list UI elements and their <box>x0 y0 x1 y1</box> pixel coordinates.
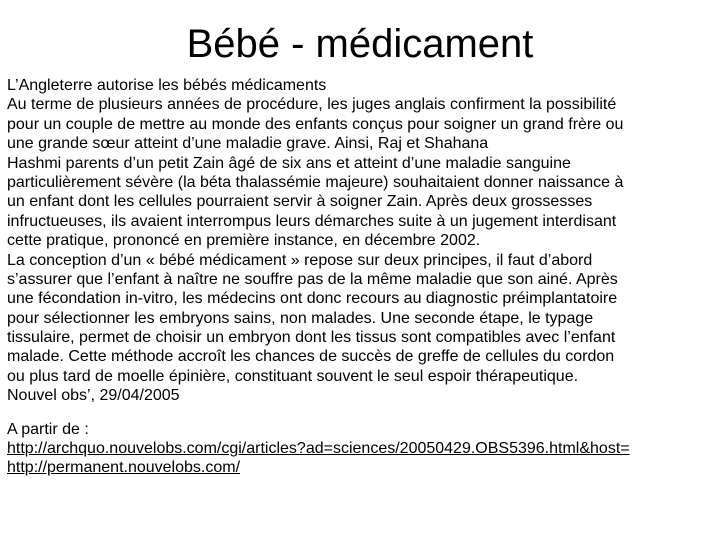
slide-title: Bébé - médicament <box>186 22 534 66</box>
article-line: une grande sœur atteint d’une maladie grave. Ainsi, Raj et Shahana <box>7 135 489 153</box>
article-line: La conception d’un « bébé médicament » repose sur deux principes, il faut d’abord <box>7 251 593 269</box>
article-line: une fécondation in-vitro, les médecins ont donc recours au diagnostic préimplantatoire <box>7 290 618 308</box>
article-line: malade. Cette méthode accroît les chances de succès de greffe de cellules du cordon <box>7 348 615 366</box>
source-link-continued[interactable]: http://permanent.nouvelobs.com/ <box>7 459 241 477</box>
article-line: tissulaire, permet de choisir un embryon dont les tissus sont compatibles avec l’enfant <box>7 329 616 347</box>
source-link[interactable]: http://archquo.nouvelobs.com/cgi/articles?ad=sciences/20050429.OBS5396.html&host= <box>7 440 630 458</box>
article-line: infructueuses, ils avaient interrompus leurs démarches suite à un jugement interdisant <box>7 212 617 230</box>
article-line: Au terme de plusieurs années de procédure, les juges anglais confirment la possibilité <box>7 96 617 114</box>
article-citation: Nouvel obs’, 29/04/2005 <box>7 387 180 405</box>
article-line: particulièrement sévère (la béta thalassémie majeure) souhaitaient donner naissance à <box>7 173 624 191</box>
article-line: cette pratique, prononcé en première instance, en décembre 2002. <box>7 232 481 250</box>
article-line: s’assurer que l’enfant à naître ne souffre pas de la même maladie que son ainé. Après <box>7 270 618 288</box>
article-headline: L’Angleterre autorise les bébés médicaments <box>7 77 327 94</box>
article-line: un enfant dont les cellules pourraient servir à soigner Zain. Après deux grossesses <box>7 193 593 211</box>
article-line: Hashmi parents d’un petit Zain âgé de six ans et atteint d’une maladie sanguine <box>7 154 571 172</box>
article-line: pour un couple de mettre au monde des enfants conçus pour soigner un grand frère ou <box>7 115 624 133</box>
article-line: ou plus tard de moelle épinière, constituant souvent le seul espoir thérapeutique. <box>7 367 579 385</box>
source-label: A partir de : <box>7 420 89 438</box>
article-line: pour sélectionner les embryons sains, non malades. Une seconde étape, le typage <box>7 309 594 327</box>
article-body <box>7 76 715 478</box>
paragraph-spacer <box>7 406 715 420</box>
